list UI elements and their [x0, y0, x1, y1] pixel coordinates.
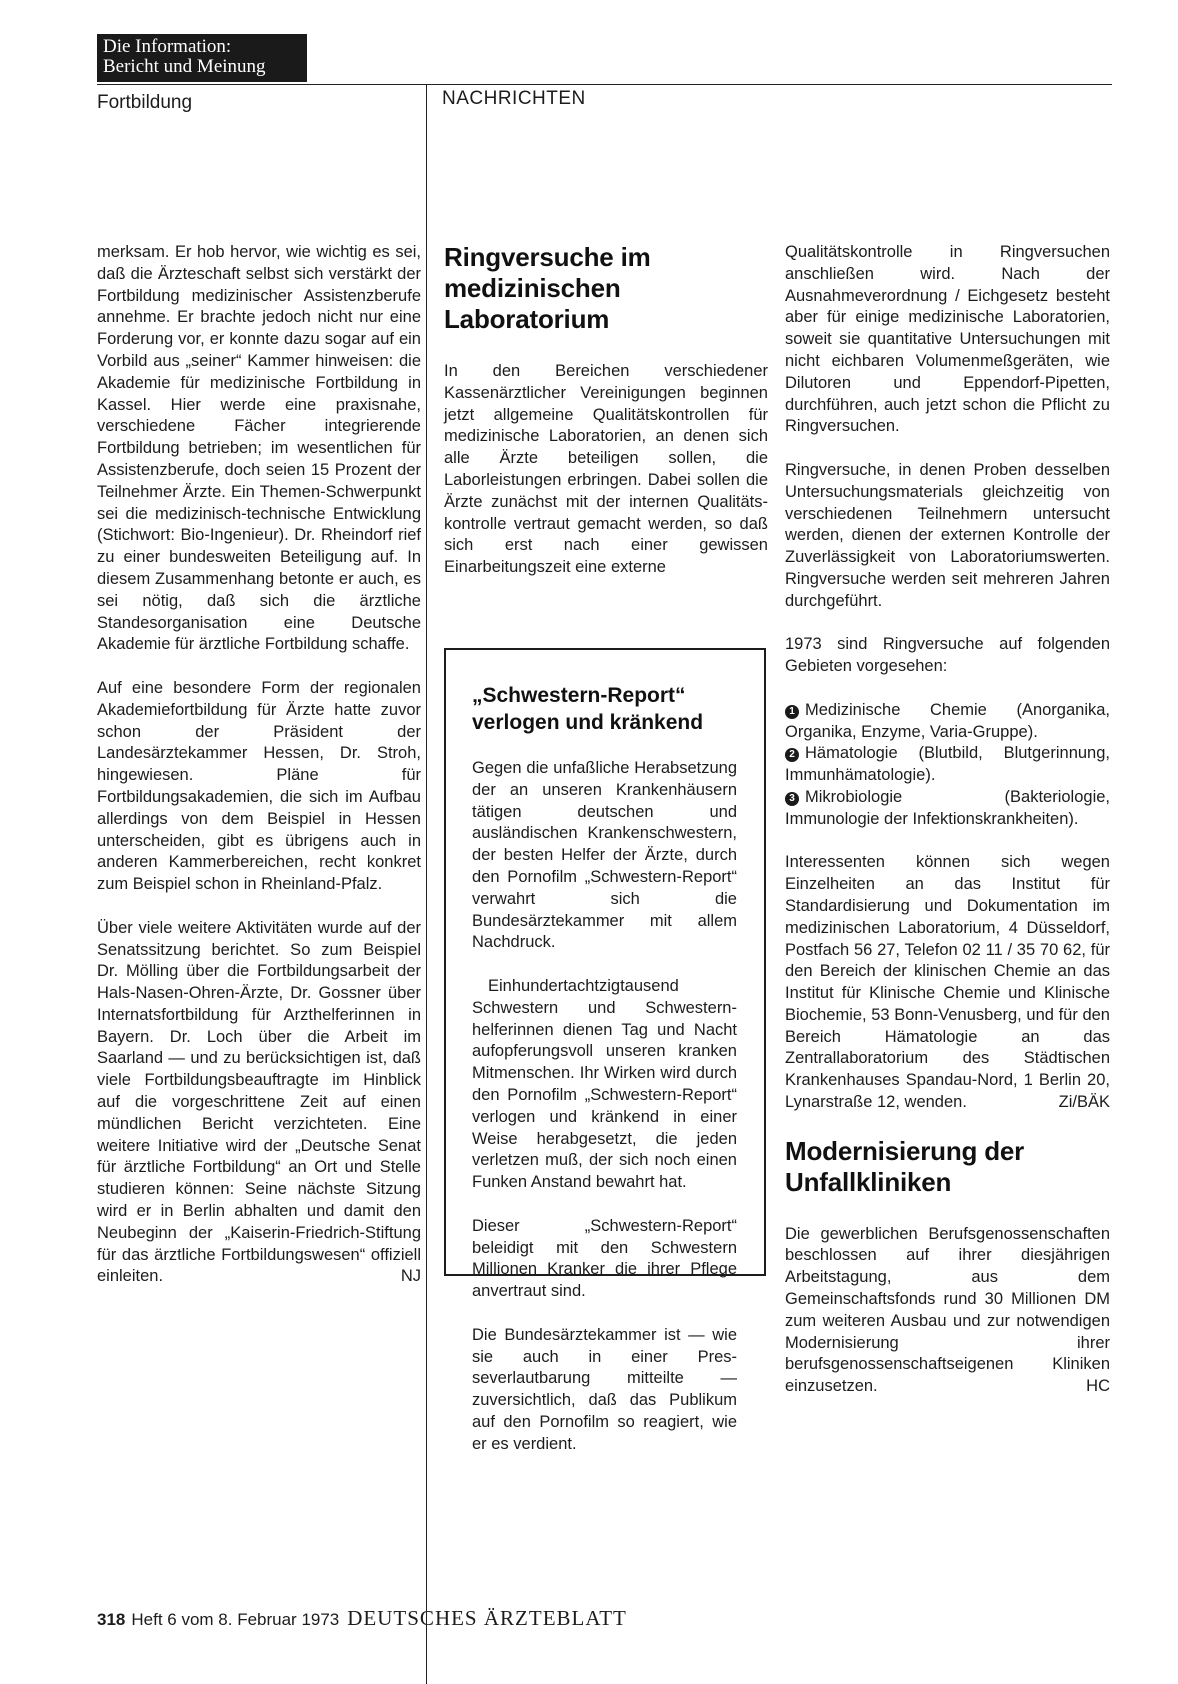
masthead [97, 34, 307, 82]
box-paragraph: Gegen die unfaßliche Herabsetzung der an unseren Krankenhäusern tätigen deutschen und ausländischen Krankenschwestern, der besten Helfer der Ärzte, durch den Pornofilm „Schwestern-Report“ verwahrt sich die Bundesärztekammer mit allem Nachdruck. [472, 759, 737, 952]
boxed-statement [444, 648, 766, 1453]
number-bullet-icon: 2 [785, 748, 799, 762]
column-rule [426, 84, 427, 1684]
column-right [785, 242, 1110, 1398]
col1-last-block [97, 918, 421, 1289]
column-left [97, 242, 421, 1288]
article2-paragraph: Die gewerblichen Berufsgenossenschaften beschlossen auf ihrer diesjährigen Arbeitstagung, aus dem Gemeinschaftsfonds rund 30 Millionen DM zum weiteren Ausbau und zur notwendigen Modernisierung ihrer berufsgenossenschaftseigenen Kliniken einzusetzen. HC [785, 1224, 1110, 1398]
page-number: 318 [97, 1610, 126, 1629]
col1-paragraph: Auf eine besondere Form der regionalen Akademiefortbildung für Ärzte hatte zuvor schon der Präsident der Landesärztekammer Hessen, Dr. Stroh, hingewiesen. Pläne für Fortbildungsakademien, die sich im Aufbau allerdings von dem Beispiel in Hessen unterscheiden, gibt es übrigens auch in anderen Kammerbereichen, recht konkret zum Beispiel schon in Rheinland-Pfalz. [97, 678, 421, 894]
number-bullet-icon: 3 [785, 792, 799, 806]
article2-headline: Modernisierung der Unfallkliniken [785, 1135, 1025, 1197]
col1-paragraph: Über viele weitere Aktivitäten wurde auf der Senatssitzung berichtet. So zum Beispiel Dr. Mölling über die Fortbildungsarbeit der Hals-Nasen-Ohren-Ärzte, Dr. Gossner über Internatsfortbildung für Arzthelferinnen in Bayern. Dr. Loch über die Arbeit im Saarland — und zu berücksichtigen ist, daß viele Fortbildungsbeauftragte im Hinblick auf die vorgeschrittene Zeit auf einen mündlichen Bericht verzichteten. Eine weitere Initiative wird der „Deutsche Senat für ärztliche Fortbildung“ an Ort und Stelle studieren können: Seine nächste Sitzung wird er in Berlin abhalten und damit den Neubeginn der „Kaiserin-Friedrich-Stiftung für das ärztliche Fortbildungswesen“ offiziell einleiten. NJ [97, 918, 421, 1289]
box-paragraph: Die Bundesärztekammer ist — wie sie auch in einer Presseverlautbarung mitteilte — zuversichtlich, daß das Publikum auf den Pornofilm so reagiert, wie er es verdient. [472, 1325, 737, 1453]
number-bullet-icon: 1 [785, 705, 799, 719]
list-item: 3 Mikrobiologie (Bakteriologie, Immunologie der Infektionskrankheiten). [785, 787, 1110, 828]
col1-paragraph: merksam. Er hob hervor, wie wichtig es sei, daß die Ärzteschaft selbst sich verstärkt der Fortbildung medizinischer Assistenzberufe annehme. Er brachte jedoch nicht nur eine Forderung vor, er konnte dazu sogar auf ein Vorbild aus „seiner“ Kammer hinweisen: die Akademie für medizinische Fortbildung in Kassel. Hier werde eine praxisnahe, verschiedene Fächer integrierende Fortbildung betrieben; im wesentlichen für Assistenzberufe, doch seien 15 Prozent der Teilnehmer Ärzte. Ein Themen-Schwerpunkt sei die medizinisch-technische Entwicklung (Stichwort: Bio-Ingenieur). Dr. Rheindorf rief zu einer bundesweiten Beteiligung auf. In diesem Zusammenhang betonte er auch, es sei nötig, daß sich die ärztliche Standesorganisation eine Deutsche Akademie für ärztliche Fortbildung schaffe. [97, 243, 421, 654]
journal-name: DEUTSCHES ÄRZTEBLATT [347, 1606, 627, 1630]
column-middle [444, 242, 768, 579]
box-content [472, 682, 737, 1477]
box-headline: „Schwestern-Report“ verlogen und kränkend [472, 684, 704, 734]
masthead-line1: Die Information: [103, 36, 232, 57]
masthead-line2: Bericht und Meinung [103, 56, 266, 77]
issue-info: Heft 6 vom 8. Februar 1973 [131, 1610, 340, 1629]
article1-paragraph: 1973 sind Ringversuche auf folgenden Gebieten vorgesehen: [785, 635, 1110, 676]
section-label-right: NACHRICHTEN [442, 88, 586, 109]
article1-paragraph: Interessenten können sich wegen Einzelheiten an das Institut für Standardisierung und Dokumentation im medizinischen Laboratorium, 4 Düsseldorf, Postfach 56 27, Telefon 02 11 / 35 70 62, für den Bereich der klinischen Chemie an das Institut für Klinische Chemie und Klinische Biochemie, 53 Bonn-Venusberg, und für den Bereich Hämatologie an das Zentrallaboratorium des Städtischen Krankenhauses Spandau-Nord, 1 Berlin 20, Lynarstraße 12, wenden. Zi/BÄK [785, 852, 1110, 1114]
article1-paragraph: In den Bereichen verschiedener Kassenärztlicher Vereinigungen beginnen jetzt allgemeine Qualitätskontrollen für medizinische Laboratorien, an denen sich alle Ärzte beteiligen sollen, die Laborleistungen erbringen. Dabei sollen die Ärzte zunächst mit der internen Qualitätskontrolle vertraut gemacht werden, so daß sich erst nach einer gewissen Einarbeitungszeit eine externe [444, 362, 768, 577]
article1-signature: Zi/BÄK [1058, 1093, 1110, 1112]
list-item: 2 Hämatologie (Blutbild, Blutgerinnung, Immunhämatologie). [785, 744, 1110, 785]
top-rule [97, 84, 1112, 85]
article1-paragraph: Ringversuche, in denen Proben desselben Untersuchungsmaterials gleichzeitig von verschiedenen Teilnehmern untersucht werden, dienen der externen Kontrolle der Zuverlässigkeit von Laboratoriumswerten. Ringversuche werden seit mehreren Jahren durchgeführt. [785, 460, 1110, 610]
box-paragraph: Einhundertachtzigtausend Schwestern und Schwesternhelferinnen dienen Tag und Nacht aufopferungsvoll unseren kranken Mitmenschen. Ihr Wirken wird durch den Pornofilm „Schwestern-Report“ verlogen und kränkend in einer Weise herabgesetzt, die jeden verletzen muß, der sich noch einen Funken Anstand bewahrt hat. [472, 976, 737, 1192]
col1-signature: NJ [400, 1267, 421, 1286]
box-paragraph: Dieser „Schwestern-Report“ beleidigt mit den Schwestern Millionen Kranker die ihrer Pflege anvertraut sind. [472, 1216, 737, 1301]
page-footer [97, 1606, 627, 1631]
article2-signature: HC [1086, 1377, 1110, 1396]
list-item: 1 Medizinische Chemie (Anorganika, Organika, Enzyme, Varia-Gruppe). [785, 700, 1110, 741]
article1-headline: Ringversuche im medizinischen Laboratorium [444, 242, 651, 334]
section-label-left: Fortbildung [97, 92, 193, 113]
article1-list [785, 700, 1110, 831]
article1-paragraph: Qualitätskontrolle in Ringversuchen anschließen wird. Nach der Ausnahmeverordnung / Eichgesetz besteht aber für einige medizinische Laboratorien, soweit sie quantitative Untersuchungen mit nicht eichbaren Volumenmeßgeräten, wie Dilutoren und Eppendorf-Pipetten, durchführen, auch jetzt schon die Pflicht zu Ringversuchen. [785, 243, 1110, 436]
